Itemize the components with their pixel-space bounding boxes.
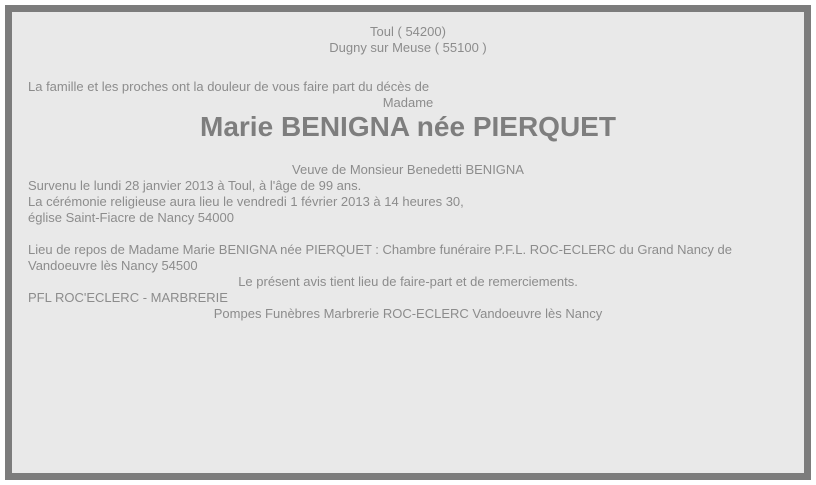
deceased-name: Marie BENIGNA née PIERQUET [200, 111, 616, 142]
ceremony-line-2: église Saint-Fiacre de Nancy 54000 [28, 210, 234, 225]
location-line-2: Dugny sur Meuse ( 55100 ) [329, 40, 487, 55]
death-info: Survenu le lundi 28 janvier 2013 à Toul, à l'âge de 99 ans. [28, 178, 362, 193]
ceremony-info [28, 194, 788, 226]
ceremony-line-1: La cérémonie religieuse aura lieu le vendredi 1 février 2013 à 14 heures 30, [28, 194, 464, 209]
relation-text: Veuve de Monsieur Benedetti BENIGNA [292, 162, 524, 177]
obituary-notice [5, 5, 811, 480]
location-line-1: Toul ( 54200) [370, 24, 446, 39]
notice-statement: Le présent avis tient lieu de faire-part et de remerciements. [238, 274, 578, 289]
location-header [28, 24, 788, 56]
funeral-home-name: PFL ROC'ECLERC - MARBRERIE [28, 290, 228, 305]
civility-title: Madame [382, 95, 434, 110]
resting-place-info: Lieu de repos de Madame Marie BENIGNA née PIERQUET : Chambre funéraire P.F.L. ROC-ECLERC du Grand Nancy de Vandoeuvre lès Nancy 54500 [28, 242, 733, 273]
footer-text: Pompes Funèbres Marbrerie ROC-ECLERC Vandoeuvre lès Nancy [213, 306, 603, 321]
intro-text: La famille et les proches ont la douleur de vous faire part du décès de [28, 79, 430, 94]
